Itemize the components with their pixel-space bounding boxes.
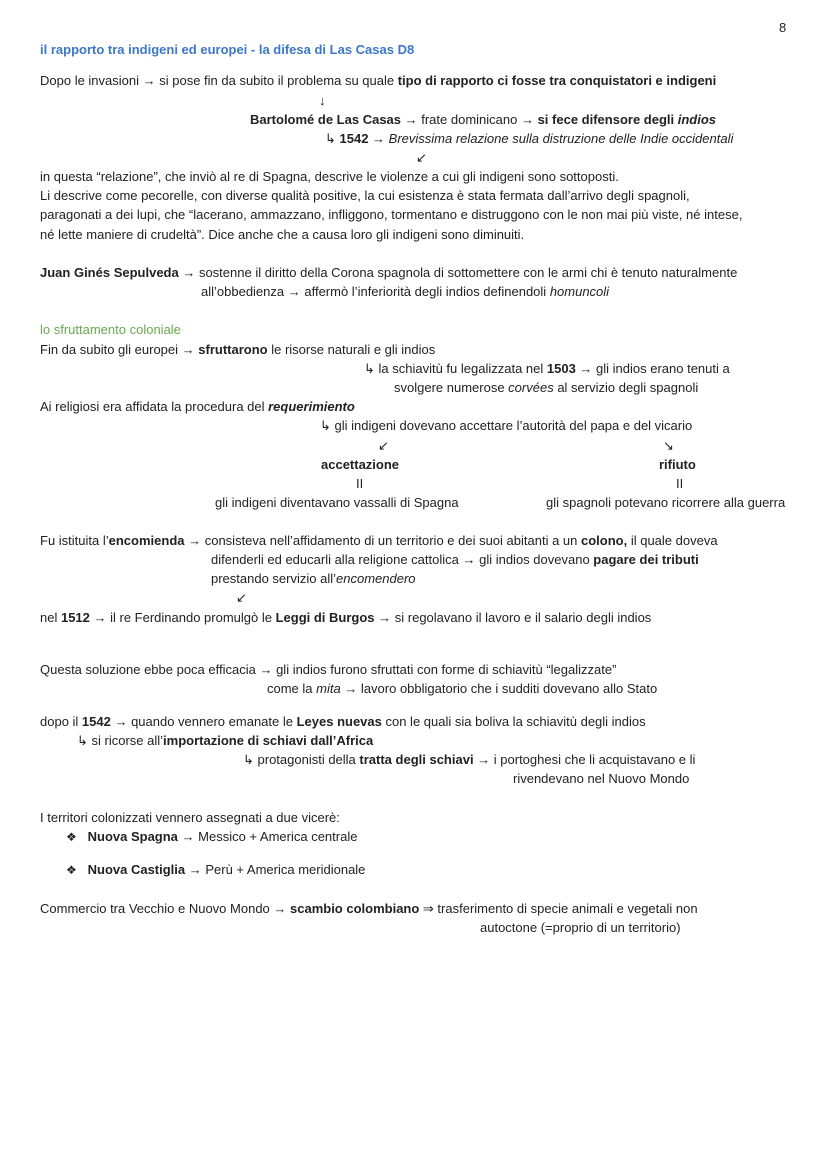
text: Fu istituita l’ — [40, 533, 109, 548]
bullet-icon: ❖ — [66, 863, 77, 877]
encomienda-line — [40, 532, 718, 550]
paragraph-line: né lette maniere di crudeltà”. Dice anche che a causa loro gli indigeni sono diminuiti. — [40, 227, 525, 242]
text-italic: homuncoli — [549, 284, 610, 299]
encomienda-line-2 — [211, 551, 699, 569]
text: ↳ si ricorse all’ — [77, 733, 164, 748]
arrow-southwest-icon: ↙ — [416, 150, 427, 165]
acceptance-result: gli indigeni diventavano vassalli di Spagna — [215, 495, 459, 510]
text: → sostenne il diritto della Corona spagnola di sottomettere con le armi chi è tenuto naturalmente — [178, 265, 738, 280]
text-bold: Leyes nuevas — [296, 714, 382, 729]
text: → — [368, 131, 389, 146]
arrow-down-icon: ↓ — [319, 93, 326, 108]
commerce-line-2: autoctone (=proprio di un territorio) — [480, 920, 681, 935]
requerimiento-line — [40, 398, 355, 416]
text: Commercio tra Vecchio e Nuovo Mondo → — [40, 901, 290, 916]
text-italic: corvées — [508, 380, 554, 395]
text: ↳ protagonisti della — [243, 752, 360, 767]
acceptance-label: accettazione — [321, 457, 400, 472]
bullet-icon: ❖ — [66, 830, 77, 844]
arrow-southeast-icon: ↘ — [663, 438, 674, 453]
text-italic: mita — [316, 681, 341, 696]
text: → si regolavano il lavoro e il salario degli indios — [374, 610, 652, 625]
hook-arrow-icon: ↳ — [325, 131, 340, 146]
las-casas-line — [250, 111, 716, 129]
slave-trade-line-2: rivendevano nel Nuovo Mondo — [513, 771, 690, 786]
text: → Perù + America meridionale — [185, 862, 366, 877]
text: → quando vennero emanate le — [110, 714, 297, 729]
arrow-southwest-icon: ↙ — [378, 438, 389, 453]
text: → il re Ferdinando promulgò le — [89, 610, 276, 625]
text: Ai religiosi era affidata la procedura del — [40, 399, 269, 414]
relazione-line — [325, 130, 733, 148]
text: ⇒ trasferimento di specie animali e vegetali non — [419, 901, 698, 916]
text-bold: tratta degli schiavi — [359, 752, 474, 767]
text: il quale doveva — [627, 533, 718, 548]
section-heading-las-casas: il rapporto tra indigeni ed europei - la difesa di Las Casas D8 — [40, 42, 415, 57]
paragraph-line: paragonati a dei lupi, che “lacerano, ammazzano, infliggono, tormentano e distruggono con le non mai più viste, né intese, — [40, 207, 743, 222]
text: nel — [40, 610, 61, 625]
text: con le quali sia boliva la schiavitù degli indios — [381, 714, 646, 729]
mita-line — [267, 680, 657, 698]
year: 1512 — [60, 610, 90, 625]
paragraph-line: Li descrive come pecorelle, con diverse qualità positive, la cui esistenza è stata fermata dall’arrivo degli spagnoli, — [40, 188, 690, 203]
slave-trade-line — [243, 751, 695, 769]
slavery-line — [364, 360, 730, 378]
text-bold: scambio colombiano — [290, 901, 420, 916]
text-italic: encomendero — [336, 571, 416, 586]
encomienda-line-3 — [211, 570, 416, 588]
text-bold: Juan Ginés Sepulveda — [40, 265, 179, 280]
exploitation-line — [40, 341, 435, 359]
year: 1542 — [339, 131, 369, 146]
text: → Messico + America centrale — [177, 829, 358, 844]
text: → consisteva nell’affidamento di un territorio e dei suoi abitanti a un — [184, 533, 581, 548]
arrow-southwest-icon: ↙ — [236, 590, 247, 605]
slavery-line-2 — [394, 379, 698, 397]
text: Dopo le invasioni → si pose fin da subito il problema su quale — [40, 73, 398, 88]
efficacy-line: Questa soluzione ebbe poca efficacia → gli indios furono sfruttati con forme di schiavitù “legalizzate” — [40, 662, 617, 677]
text: → frate dominicano → — [401, 112, 538, 127]
text: come la — [267, 681, 317, 696]
text-bold-italic: requerimiento — [268, 399, 355, 414]
text: prestando servizio all’ — [211, 571, 337, 586]
refusal-label: rifiuto — [659, 457, 696, 472]
text-bold-italic: indios — [677, 112, 717, 127]
text-bold: tipo di rapporto ci fosse tra conquistatori e indigeni — [397, 73, 717, 88]
invasions-line — [40, 72, 716, 90]
sepulveda-line-2 — [201, 283, 609, 301]
text-bold: colono, — [581, 533, 628, 548]
requerimiento-detail: ↳ gli indigeni dovevano accettare l’autorità del papa e del vicario — [320, 418, 693, 433]
equals-sign: II — [676, 476, 684, 491]
year: 1542 — [81, 714, 111, 729]
text-bold: encomienda — [108, 533, 185, 548]
sepulveda-line — [40, 264, 737, 282]
africa-import-line — [77, 732, 373, 750]
text: difenderli ed educarli alla religione cattolica → gli indios dovevano — [211, 552, 594, 567]
text: svolgere numerose — [394, 380, 509, 395]
text: → gli indios erano tenuti a — [575, 361, 730, 376]
text-bold: importazione di schiavi dall’Africa — [163, 733, 374, 748]
text: → lavoro obbligatorio che i sudditi dovevano allo Stato — [340, 681, 658, 696]
leyes-nuevas-line — [40, 713, 646, 731]
text: dopo il — [40, 714, 82, 729]
text: all’obbedienza → affermò l’inferiorità degli indios definendoli — [201, 284, 550, 299]
section-heading-sfruttamento: lo sfruttamento coloniale — [40, 322, 181, 337]
book-title: Brevissima relazione sulla distruzione delle Indie occidentali — [388, 131, 734, 146]
text: le risorse naturali e gli indios — [267, 342, 436, 357]
paragraph-line: in questa “relazione”, che inviò al re di Spagna, descrive le violenze a cui gli indigeni sono sottoposti. — [40, 169, 619, 184]
text-bold: pagare dei tributi — [593, 552, 699, 567]
text: ↳ la schiavitù fu legalizzata nel — [364, 361, 547, 376]
year: 1503 — [546, 361, 576, 376]
text-bold: Nuova Spagna — [87, 829, 178, 844]
text: al servizio degli spagnoli — [553, 380, 699, 395]
text: → i portoghesi che li acquistavano e li — [473, 752, 696, 767]
text-bold: Nuova Castiglia — [87, 862, 186, 877]
list-item-nuova-spagna — [66, 828, 357, 846]
burgos-line — [40, 609, 651, 627]
commerce-line — [40, 900, 698, 918]
text-bold: Leggi di Burgos — [275, 610, 375, 625]
text: Fin da subito gli europei → — [40, 342, 199, 357]
page-number: 8 — [779, 20, 787, 35]
viceroyalties-intro: I territori colonizzati vennero assegnati a due vicerè: — [40, 810, 340, 825]
text-bold: sfruttarono — [198, 342, 268, 357]
text-bold: si fece difensore degli — [537, 112, 678, 127]
refusal-result: gli spagnoli potevano ricorrere alla guerra — [546, 495, 786, 510]
text-bold: Bartolomé de Las Casas — [250, 112, 402, 127]
equals-sign: II — [356, 476, 364, 491]
list-item-nuova-castiglia — [66, 861, 365, 879]
